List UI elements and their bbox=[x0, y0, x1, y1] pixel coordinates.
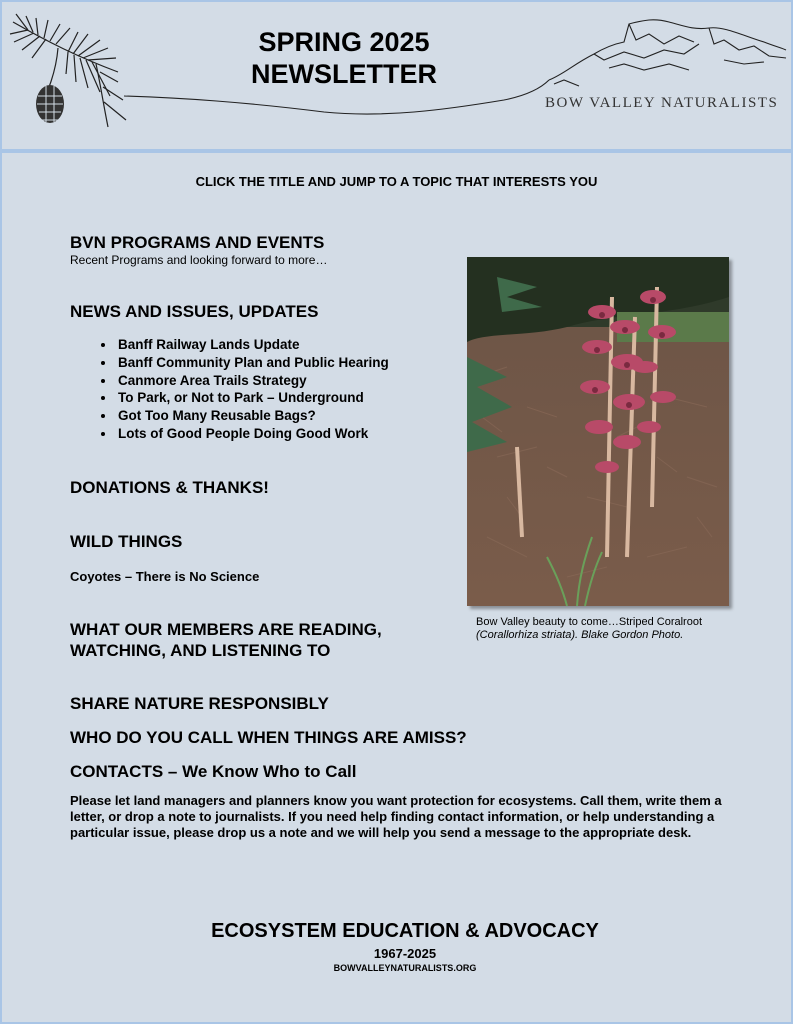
section-link-news[interactable]: NEWS AND ISSUES, UPDATES bbox=[70, 302, 319, 321]
news-topic-list bbox=[92, 336, 389, 443]
footer-website-link[interactable]: BOWVALLEYNATURALISTS.ORG bbox=[333, 963, 477, 973]
programs-subtitle: Recent Programs and looking forward to more… bbox=[70, 253, 328, 267]
footer-title: ECOSYSTEM EDUCATION & ADVOCACY bbox=[211, 920, 599, 942]
photo-caption bbox=[476, 616, 746, 642]
news-item[interactable]: • To Park, or Not to Park – Underground bbox=[116, 389, 389, 407]
wild-things-subtitle[interactable]: Coyotes – There is No Science bbox=[70, 569, 260, 584]
instruction-text: CLICK THE TITLE AND JUMP TO A TOPIC THAT INTERESTS YOU bbox=[195, 174, 598, 189]
title-line-2: NEWSLETTER bbox=[251, 59, 437, 89]
section-link-reading[interactable] bbox=[70, 619, 382, 661]
section-link-amiss[interactable]: WHO DO YOU CALL WHEN THINGS ARE AMISS? bbox=[70, 728, 467, 747]
news-item[interactable]: • Banff Railway Lands Update bbox=[116, 336, 389, 354]
news-item[interactable]: • Canmore Area Trails Strategy bbox=[116, 372, 389, 390]
news-item[interactable]: • Lots of Good People Doing Good Work bbox=[116, 425, 389, 443]
coralroot-image bbox=[467, 257, 729, 606]
news-item[interactable]: • Got Too Many Reusable Bags? bbox=[116, 407, 389, 425]
coralroot-photo bbox=[467, 257, 729, 606]
section-link-share[interactable]: SHARE NATURE RESPONSIBLY bbox=[70, 694, 329, 713]
title-line-1: SPRING 2025 bbox=[258, 27, 430, 57]
caption-line-1: Bow Valley beauty to come…Striped Coralroot bbox=[476, 616, 703, 628]
news-item[interactable]: • Banff Community Plan and Public Hearing bbox=[116, 354, 389, 372]
section-link-wild-things[interactable]: WILD THINGS bbox=[70, 532, 183, 551]
reading-title-line-1: WHAT OUR MEMBERS ARE READING, bbox=[70, 620, 382, 639]
pine-branch-icon bbox=[8, 12, 138, 142]
newsletter-header bbox=[4, 4, 789, 148]
section-link-donations[interactable]: DONATIONS & THANKS! bbox=[70, 478, 269, 497]
caption-line-2: (Corallorhiza striata). Blake Gordon Photo. bbox=[476, 629, 684, 641]
footer-years: 1967-2025 bbox=[373, 946, 437, 961]
section-link-contacts[interactable]: CONTACTS – We Know Who to Call bbox=[70, 762, 357, 781]
org-name: BOW VALLEY NATURALISTS bbox=[545, 95, 779, 111]
reading-title-line-2: WATCHING, AND LISTENING TO bbox=[70, 641, 331, 660]
section-link-programs[interactable]: BVN PROGRAMS AND EVENTS bbox=[70, 233, 325, 252]
contacts-paragraph: Please let land managers and planners know you want protection for ecosystems. Call them, write them a letter, or drop a note to journalists. If you need help finding contact information, or help understanding a particular issue, please drop us a note and we will help you send a message to the appropriate desk. bbox=[70, 793, 722, 840]
header-divider bbox=[0, 149, 793, 153]
